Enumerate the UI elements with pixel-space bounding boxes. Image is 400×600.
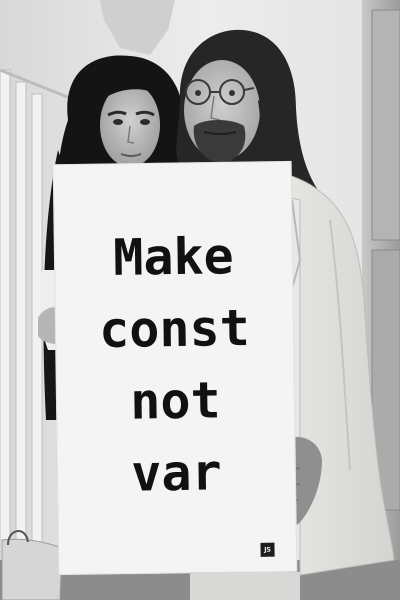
shopping-bag [2, 539, 62, 600]
left-railing [0, 70, 42, 590]
js-logo-badge: JS [260, 543, 274, 557]
sign-line-1: Make [112, 227, 235, 287]
sign-line-2: const [98, 298, 251, 360]
woman-face [100, 83, 160, 167]
sign-line-3: not [129, 371, 222, 431]
sign-message [54, 219, 296, 510]
sign-line-4: var [130, 443, 223, 503]
man-trousers [190, 572, 300, 600]
protest-sign [53, 161, 297, 574]
